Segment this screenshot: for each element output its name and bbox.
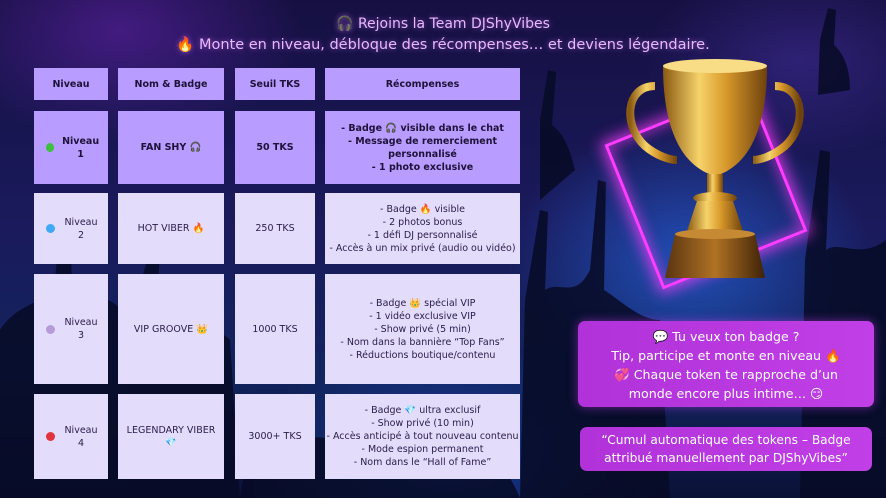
- col-header-rewards: Récompenses: [325, 68, 520, 100]
- reward-item: - Show privé (5 min): [374, 323, 471, 335]
- badge-name: LEGENDARY VIBER: [126, 424, 216, 436]
- threshold: 1000 TKS: [235, 274, 315, 384]
- reward-item: personnalisé: [388, 148, 457, 160]
- reward-item: - Mode espion permanent: [361, 444, 484, 455]
- table-row-level: [34, 111, 108, 184]
- reward-item: - Message de remerciement: [347, 135, 498, 147]
- badge-name: VIP GROOVE 👑: [118, 274, 224, 384]
- table-row-level: [34, 274, 108, 384]
- threshold: 50 TKS: [235, 111, 315, 184]
- reward-item: - Show privé (10 min): [371, 418, 474, 429]
- info-line: 💬 Tu veux ton badge ?: [652, 329, 800, 344]
- info-line: Tip, participe et monte en niveau 🔥: [611, 348, 841, 363]
- level-dot-icon: [46, 325, 55, 334]
- badge-name: HOT VIBER 🔥: [118, 193, 224, 264]
- level-dot-icon: [46, 143, 54, 152]
- info-line: 💞 Chaque token te rapproche d’un: [614, 367, 838, 382]
- note-box: [580, 427, 872, 471]
- reward-item: - Badge 👑 spécial VIP: [369, 297, 476, 309]
- reward-item: - 2 photos bonus: [382, 216, 463, 228]
- header-title: 🎧 Rejoins la Team DJShyVibes: [336, 16, 550, 32]
- info-box: [578, 321, 874, 407]
- trophy-icon: [615, 56, 815, 296]
- level-dot-icon: [46, 432, 55, 441]
- level-label: Niveau 2: [64, 216, 98, 241]
- reward-item: - 1 défi DJ personnalisé: [367, 229, 478, 241]
- level-label: Niveau 4: [64, 424, 98, 449]
- threshold: 3000+ TKS: [235, 394, 315, 479]
- badge-name: FAN SHY 🎧: [118, 111, 224, 184]
- reward-item: - Nom dans la bannière “Top Fans”: [340, 336, 505, 348]
- threshold: 250 TKS: [235, 193, 315, 264]
- col-header-threshold: Seuil TKS: [235, 68, 315, 100]
- reward-item: - Nom dans le “Hall of Fame”: [353, 457, 492, 468]
- rewards-list: [325, 193, 520, 264]
- reward-item: - Accès à un mix privé (audio ou vidéo): [329, 242, 516, 254]
- reward-item: - Badge 💎 ultra exclusif: [364, 405, 481, 416]
- note-line: “Cumul automatique des tokens – Badge: [601, 433, 851, 447]
- reward-item: - Badge 🎧 visible dans le chat: [341, 122, 504, 134]
- info-line: monde encore plus intime… 😏: [628, 386, 824, 401]
- level-label: Niveau 3: [64, 317, 98, 341]
- col-header-name: Nom & Badge: [118, 68, 224, 100]
- rewards-list: [325, 394, 520, 479]
- table-row-level: [34, 193, 108, 264]
- table-row-level: [34, 394, 108, 479]
- diamond-icon: 💎: [165, 437, 177, 448]
- rewards-list: [325, 274, 520, 384]
- level-label: Niveau 1: [62, 135, 100, 160]
- rewards-list: [325, 111, 520, 184]
- reward-item: - 1 photo exclusive: [371, 161, 474, 173]
- header: [0, 14, 886, 56]
- level-dot-icon: [46, 224, 55, 233]
- col-header-level: Niveau: [34, 68, 108, 100]
- reward-item: - 1 vidéo exclusive VIP: [369, 310, 476, 322]
- reward-item: - Accès anticipé à tout nouveau contenu: [326, 431, 519, 442]
- reward-item: - Réductions boutique/contenu: [349, 349, 496, 361]
- header-subtitle: 🔥 Monte en niveau, débloque des récompenses… et deviens légendaire.: [176, 37, 710, 53]
- badge-name-cell: [118, 394, 224, 479]
- reward-item: - Badge 🔥 visible: [380, 203, 465, 215]
- note-line: attribué manuellement par DJShyVibes”: [604, 451, 848, 465]
